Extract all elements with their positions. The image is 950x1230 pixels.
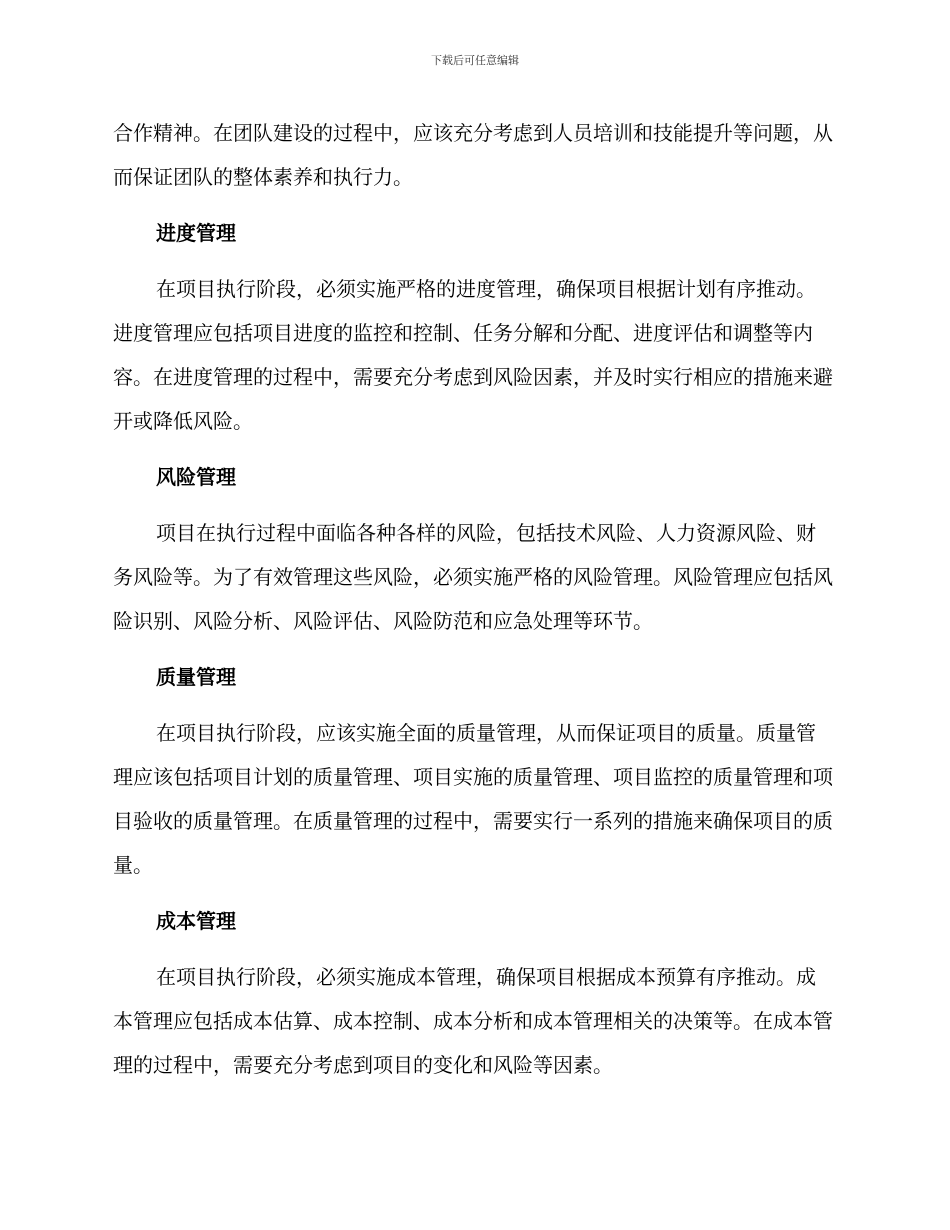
intro-paragraph: 合作精神。在团队建设的过程中，应该充分考虑到人员培训和技能提升等问题，从而保证团队的整体素养和执行力。 <box>113 121 833 189</box>
section-body-quality: 在项目执行阶段，应该实施全面的质量管理，从而保证项目的质量。质量管理应该包括项目计划的质量管理、项目实施的质量管理、项目监控的质量管理和项目验收的质量管理。在质量管理的过程中，需要实行一系列的措施来确保项目的质量。 <box>113 721 833 877</box>
section-heading-schedule: 进度管理 <box>156 221 236 245</box>
section-heading-cost: 成本管理 <box>156 909 236 933</box>
section-body-cost: 在项目执行阶段，必须实施成本管理，确保项目根据成本预算有序推动。成本管理应包括成本估算、成本控制、成本分析和成本管理相关的决策等。在成本管理的过程中，需要充分考虑到项目的变化和风险等因素。 <box>113 965 833 1077</box>
section-body-risk: 项目在执行过程中面临各种各样的风险，包括技术风险、人力资源风险、财务风险等。为了有效管理这些风险，必须实施严格的风险管理。风险管理应包括风险识别、风险分析、风险评估、风险防范和应急处理等环节。 <box>113 521 833 633</box>
section-heading-risk: 风险管理 <box>156 465 236 489</box>
section-heading-quality: 质量管理 <box>156 665 236 689</box>
section-body-schedule: 在项目执行阶段，必须实施严格的进度管理，确保项目根据计划有序推动。进度管理应包括项目进度的监控和控制、任务分解和分配、进度评估和调整等内容。在进度管理的过程中，需要充分考虑到风险因素，并及时实行相应的措施来避开或降低风险。 <box>113 277 833 433</box>
page-header-note: 下载后可任意编辑 <box>431 54 519 67</box>
document-body <box>113 111 833 1087</box>
